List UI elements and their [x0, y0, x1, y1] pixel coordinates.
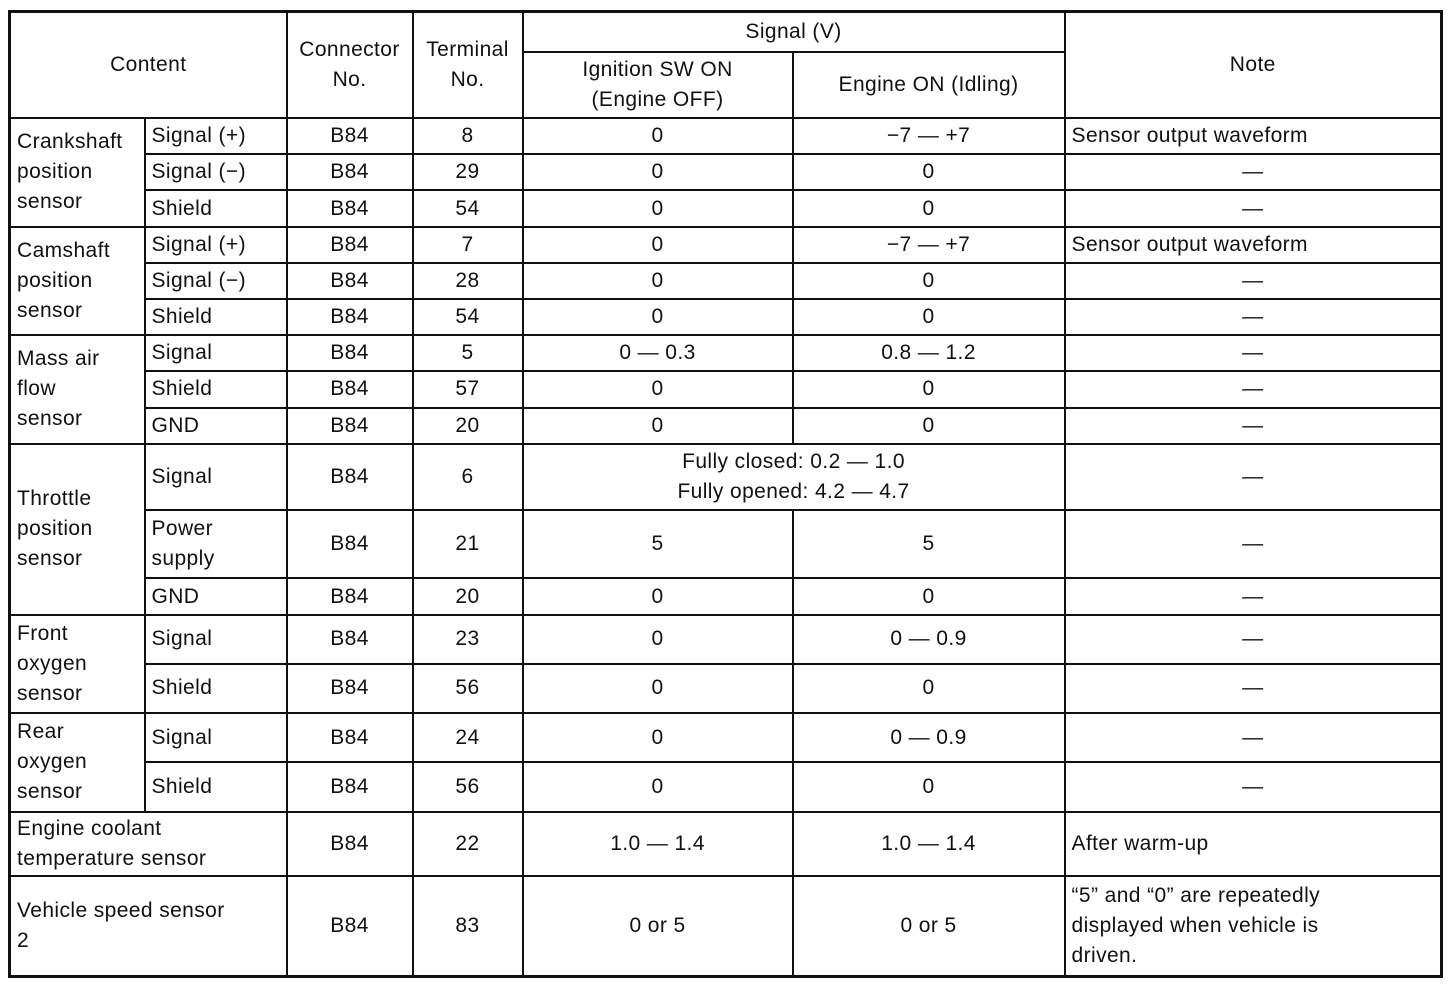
connector-cell: B84: [287, 713, 413, 762]
ign-cell: 0: [523, 299, 793, 335]
connector-cell: B84: [287, 154, 413, 190]
group-mass-air-flow: Mass air flow sensor: [10, 335, 145, 444]
terminal-cell: 5: [413, 335, 523, 371]
connector-cell: B84: [287, 615, 413, 664]
header-terminal: Terminal No.: [413, 12, 523, 119]
table-row: [10, 118, 1442, 154]
eng-cell: 0 — 0.9: [793, 615, 1065, 664]
ign-cell: 0: [523, 371, 793, 407]
eng-cell: −7 — +7: [793, 118, 1065, 154]
table-row: [10, 227, 1442, 263]
note-cell: —: [1065, 762, 1442, 811]
note-cell: —: [1065, 299, 1442, 335]
note-cell: Sensor output waveform: [1065, 227, 1442, 263]
table-row: [10, 190, 1442, 226]
header-row-1: [10, 12, 1442, 52]
terminal-cell: 29: [413, 154, 523, 190]
table-row: [10, 408, 1442, 444]
terminal-cell: 56: [413, 762, 523, 811]
connector-cell: B84: [287, 876, 413, 977]
item-cell: Shield: [145, 762, 287, 811]
group-throttle-position: Throttle position sensor: [10, 444, 145, 615]
table-row: [10, 510, 1442, 578]
note-cell: —: [1065, 263, 1442, 299]
item-cell: Shield: [145, 299, 287, 335]
combined-signal-cell: Fully closed: 0.2 — 1.0 Fully opened: 4.2 — 4.7: [523, 444, 1065, 510]
eng-cell: 0: [793, 762, 1065, 811]
connector-cell: B84: [287, 263, 413, 299]
table-row: [10, 335, 1442, 371]
note-cell: —: [1065, 335, 1442, 371]
group-crankshaft: Crankshaft position sensor: [10, 118, 145, 227]
note-cell: —: [1065, 578, 1442, 614]
ign-cell: 0: [523, 578, 793, 614]
item-cell: Signal: [145, 713, 287, 762]
ign-cell: 0: [523, 615, 793, 664]
header-note: Note: [1065, 12, 1442, 119]
header-content: Content: [10, 12, 287, 119]
ign-cell: 0: [523, 227, 793, 263]
group-front-oxygen: Front oxygen sensor: [10, 615, 145, 714]
ign-cell: 0 — 0.3: [523, 335, 793, 371]
eng-cell: −7 — +7: [793, 227, 1065, 263]
table-row: [10, 713, 1442, 762]
terminal-cell: 20: [413, 578, 523, 614]
connector-cell: B84: [287, 408, 413, 444]
terminal-cell: 83: [413, 876, 523, 977]
eng-cell: 0 — 0.9: [793, 713, 1065, 762]
table-row: [10, 615, 1442, 664]
connector-cell: B84: [287, 578, 413, 614]
connector-cell: B84: [287, 812, 413, 876]
ign-cell: 0: [523, 713, 793, 762]
item-cell: Signal: [145, 444, 287, 510]
eng-cell: 0 or 5: [793, 876, 1065, 977]
connector-cell: B84: [287, 664, 413, 713]
terminal-cell: 54: [413, 190, 523, 226]
note-cell: —: [1065, 615, 1442, 664]
eng-cell: 0: [793, 664, 1065, 713]
terminal-cell: 23: [413, 615, 523, 664]
connector-cell: B84: [287, 299, 413, 335]
connector-cell: B84: [287, 190, 413, 226]
item-cell: Signal: [145, 615, 287, 664]
ign-cell: 0: [523, 664, 793, 713]
connector-cell: B84: [287, 371, 413, 407]
item-cell: Shield: [145, 664, 287, 713]
ign-cell: 0: [523, 408, 793, 444]
terminal-cell: 24: [413, 713, 523, 762]
ign-cell: 0: [523, 190, 793, 226]
terminal-cell: 57: [413, 371, 523, 407]
header-engine-on: Engine ON (Idling): [793, 52, 1065, 118]
ign-cell: 5: [523, 510, 793, 578]
table-row: [10, 812, 1442, 876]
note-cell: Sensor output waveform: [1065, 118, 1442, 154]
terminal-cell: 54: [413, 299, 523, 335]
eng-cell: 5: [793, 510, 1065, 578]
note-cell: After warm-up: [1065, 812, 1442, 876]
group-rear-oxygen: Rear oxygen sensor: [10, 713, 145, 812]
item-cell: Signal (−): [145, 263, 287, 299]
eng-cell: 0: [793, 408, 1065, 444]
terminal-cell: 56: [413, 664, 523, 713]
item-cell: Shield: [145, 371, 287, 407]
table-row: [10, 154, 1442, 190]
eng-cell: 0: [793, 578, 1065, 614]
terminal-cell: 8: [413, 118, 523, 154]
item-cell: Shield: [145, 190, 287, 226]
terminal-cell: 6: [413, 444, 523, 510]
terminal-signal-table: [8, 10, 1443, 978]
ign-cell: 0: [523, 118, 793, 154]
ign-cell: 0 or 5: [523, 876, 793, 977]
connector-cell: B84: [287, 118, 413, 154]
eng-cell: 0: [793, 190, 1065, 226]
terminal-cell: 22: [413, 812, 523, 876]
table-row: [10, 578, 1442, 614]
eng-cell: 0: [793, 299, 1065, 335]
note-cell: —: [1065, 190, 1442, 226]
terminal-cell: 20: [413, 408, 523, 444]
header-connector: Connector No.: [287, 12, 413, 119]
ign-cell: 0: [523, 263, 793, 299]
note-cell: —: [1065, 713, 1442, 762]
eng-cell: 1.0 — 1.4: [793, 812, 1065, 876]
table-row: [10, 299, 1442, 335]
note-cell: —: [1065, 371, 1442, 407]
terminal-cell: 21: [413, 510, 523, 578]
note-cell: —: [1065, 444, 1442, 510]
ign-cell: 0: [523, 762, 793, 811]
terminal-cell: 7: [413, 227, 523, 263]
table-row: [10, 664, 1442, 713]
connector-cell: B84: [287, 444, 413, 510]
eng-cell: 0: [793, 371, 1065, 407]
table-row: [10, 762, 1442, 811]
connector-cell: B84: [287, 335, 413, 371]
group-engine-coolant: Engine coolant temperature sensor: [10, 812, 287, 876]
header-ignition-sw-on: Ignition SW ON (Engine OFF): [523, 52, 793, 118]
note-cell: —: [1065, 510, 1442, 578]
item-cell: GND: [145, 578, 287, 614]
eng-cell: 0: [793, 154, 1065, 190]
connector-cell: B84: [287, 510, 413, 578]
ign-cell: 0: [523, 154, 793, 190]
note-cell: —: [1065, 154, 1442, 190]
connector-cell: B84: [287, 227, 413, 263]
item-cell: Signal (+): [145, 227, 287, 263]
table-row: [10, 371, 1442, 407]
table-row: [10, 263, 1442, 299]
item-cell: Signal: [145, 335, 287, 371]
header-signal: Signal (V): [523, 12, 1065, 52]
eng-cell: 0.8 — 1.2: [793, 335, 1065, 371]
ign-cell: 1.0 — 1.4: [523, 812, 793, 876]
item-cell: Power supply: [145, 510, 287, 578]
note-cell: —: [1065, 408, 1442, 444]
note-cell: “5” and “0” are repeatedly displayed when vehicle is driven.: [1065, 876, 1442, 977]
group-camshaft: Camshaft position sensor: [10, 227, 145, 336]
table-row: [10, 444, 1442, 510]
item-cell: Signal (+): [145, 118, 287, 154]
group-vehicle-speed: Vehicle speed sensor 2: [10, 876, 287, 977]
item-cell: Signal (−): [145, 154, 287, 190]
table-row: [10, 876, 1442, 977]
note-cell: —: [1065, 664, 1442, 713]
terminal-cell: 28: [413, 263, 523, 299]
eng-cell: 0: [793, 263, 1065, 299]
item-cell: GND: [145, 408, 287, 444]
connector-cell: B84: [287, 762, 413, 811]
